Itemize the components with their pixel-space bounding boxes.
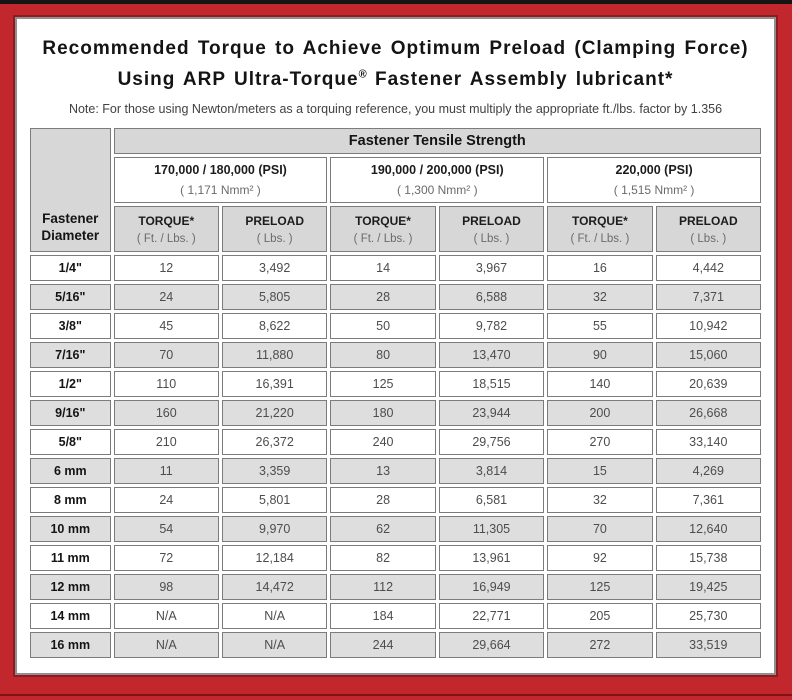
table-row — [30, 313, 761, 339]
diameter-cell: 5/8" — [30, 429, 111, 455]
preload-value-cell: N/A — [222, 632, 327, 658]
preload-column-header — [656, 206, 761, 252]
preload-value-cell: 6,588 — [439, 284, 544, 310]
diameter-cell: 8 mm — [30, 487, 111, 513]
torque-value-cell: N/A — [114, 632, 219, 658]
torque-preload-table — [27, 125, 764, 661]
column-header-row — [30, 206, 761, 252]
column-label: PRELOAD — [462, 213, 521, 228]
preload-value-cell: 4,269 — [656, 458, 761, 484]
column-unit: ( Lbs. ) — [256, 232, 293, 245]
psi-header-row — [30, 157, 761, 203]
torque-column-header — [114, 206, 219, 252]
preload-value-cell: 33,519 — [656, 632, 761, 658]
preload-value-cell: 13,470 — [439, 342, 544, 368]
torque-value-cell: 11 — [114, 458, 219, 484]
torque-value-cell: 110 — [114, 371, 219, 397]
diameter-cell: 1/4" — [30, 255, 111, 281]
top-black-bar — [0, 0, 792, 4]
column-unit: ( Lbs. ) — [473, 232, 510, 245]
torque-value-cell: 244 — [330, 632, 435, 658]
diameter-cell: 6 mm — [30, 458, 111, 484]
tensile-strength-header-row — [30, 128, 761, 154]
preload-value-cell: 4,442 — [656, 255, 761, 281]
torque-value-cell: 50 — [330, 313, 435, 339]
preload-value-cell: 18,515 — [439, 371, 544, 397]
preload-value-cell: 13,961 — [439, 545, 544, 571]
table-header-rows — [30, 128, 761, 252]
psi-rating: 190,000 / 200,000 (PSI) — [370, 163, 504, 178]
table-row — [30, 603, 761, 629]
diameter-cell: 3/8" — [30, 313, 111, 339]
column-label: TORQUE* — [571, 213, 628, 228]
preload-value-cell: 21,220 — [222, 400, 327, 426]
diameter-cell: 5/16" — [30, 284, 111, 310]
diameter-cell: 1/2" — [30, 371, 111, 397]
column-unit: ( Lbs. ) — [690, 232, 727, 245]
torque-column-header — [547, 206, 652, 252]
torque-value-cell: 240 — [330, 429, 435, 455]
preload-value-cell: 7,371 — [656, 284, 761, 310]
torque-value-cell: 272 — [547, 632, 652, 658]
torque-value-cell: 54 — [114, 516, 219, 542]
diameter-cell: 14 mm — [30, 603, 111, 629]
torque-value-cell: 14 — [330, 255, 435, 281]
preload-value-cell: 20,639 — [656, 371, 761, 397]
torque-value-cell: 82 — [330, 545, 435, 571]
preload-value-cell: 33,140 — [656, 429, 761, 455]
table-data-rows — [30, 255, 761, 658]
table-row — [30, 516, 761, 542]
psi-group-170-180 — [114, 157, 328, 203]
preload-value-cell: 22,771 — [439, 603, 544, 629]
column-label: TORQUE* — [138, 213, 195, 228]
psi-group-190-200 — [330, 157, 544, 203]
nmm-rating: ( 1,300 Nmm² ) — [396, 183, 478, 198]
column-unit: ( Ft. / Lbs. ) — [353, 232, 413, 245]
tensile-strength-header: Fastener Tensile Strength — [114, 128, 761, 154]
preload-value-cell: 12,184 — [222, 545, 327, 571]
torque-value-cell: 184 — [330, 603, 435, 629]
torque-value-cell: 200 — [547, 400, 652, 426]
torque-value-cell: 72 — [114, 545, 219, 571]
torque-value-cell: 70 — [547, 516, 652, 542]
preload-value-cell: 9,970 — [222, 516, 327, 542]
preload-value-cell: 15,738 — [656, 545, 761, 571]
torque-value-cell: 210 — [114, 429, 219, 455]
preload-value-cell: 15,060 — [656, 342, 761, 368]
preload-value-cell: 16,949 — [439, 574, 544, 600]
preload-value-cell: 6,581 — [439, 487, 544, 513]
torque-value-cell: 205 — [547, 603, 652, 629]
preload-value-cell: 29,756 — [439, 429, 544, 455]
preload-value-cell: 26,668 — [656, 400, 761, 426]
column-unit: ( Ft. / Lbs. ) — [136, 232, 196, 245]
torque-value-cell: 98 — [114, 574, 219, 600]
column-unit: ( Ft. / Lbs. ) — [570, 232, 630, 245]
conversion-note: Note: For those using Newton/meters as a torquing reference, you must multiply the appropriate ft./lbs. factor by 1.356 — [68, 102, 723, 117]
diameter-cell: 12 mm — [30, 574, 111, 600]
preload-value-cell: 29,664 — [439, 632, 544, 658]
torque-value-cell: 15 — [547, 458, 652, 484]
column-label: PRELOAD — [245, 213, 304, 228]
table-row — [30, 574, 761, 600]
psi-group-220 — [547, 157, 761, 203]
torque-value-cell: 45 — [114, 313, 219, 339]
table-row — [30, 429, 761, 455]
preload-value-cell: 19,425 — [656, 574, 761, 600]
preload-value-cell: 10,942 — [656, 313, 761, 339]
table-row — [30, 400, 761, 426]
table-row — [30, 458, 761, 484]
torque-value-cell: 125 — [330, 371, 435, 397]
registered-trademark-symbol: ® — [358, 69, 367, 81]
preload-value-cell: 23,944 — [439, 400, 544, 426]
torque-value-cell: 24 — [114, 284, 219, 310]
torque-value-cell: 12 — [114, 255, 219, 281]
bottom-dark-red-line — [0, 694, 792, 696]
preload-value-cell: 7,361 — [656, 487, 761, 513]
torque-value-cell: 70 — [114, 342, 219, 368]
preload-value-cell: 16,391 — [222, 371, 327, 397]
preload-value-cell: N/A — [222, 603, 327, 629]
title-line-1: Recommended Torque to Achieve Optimum Preload (Clamping Force) — [42, 38, 749, 59]
nmm-rating: ( 1,171 Nmm² ) — [180, 183, 261, 198]
preload-value-cell: 5,801 — [222, 487, 327, 513]
torque-value-cell: 270 — [547, 429, 652, 455]
torque-value-cell: 80 — [330, 342, 435, 368]
torque-value-cell: 90 — [547, 342, 652, 368]
torque-value-cell: 55 — [547, 313, 652, 339]
table-row — [30, 487, 761, 513]
diameter-cell: 7/16" — [30, 342, 111, 368]
preload-value-cell: 3,359 — [222, 458, 327, 484]
diameter-cell: 10 mm — [30, 516, 111, 542]
torque-value-cell: 24 — [114, 487, 219, 513]
preload-value-cell: 12,640 — [656, 516, 761, 542]
torque-value-cell: 32 — [547, 487, 652, 513]
torque-column-header — [330, 206, 435, 252]
preload-value-cell: 3,814 — [439, 458, 544, 484]
torque-value-cell: 125 — [547, 574, 652, 600]
nmm-rating: ( 1,515 Nmm² ) — [613, 183, 695, 198]
preload-value-cell: 25,730 — [656, 603, 761, 629]
torque-value-cell: 32 — [547, 284, 652, 310]
fastener-diameter-header: Fastener Diameter — [30, 128, 111, 252]
preload-column-header — [222, 206, 327, 252]
column-label: PRELOAD — [678, 213, 738, 228]
preload-value-cell: 3,967 — [439, 255, 544, 281]
title-line-2: Using ARP Ultra-Torque® Fastener Assembly lubricant* — [117, 69, 674, 91]
torque-value-cell: 112 — [330, 574, 435, 600]
psi-rating: 170,000 / 180,000 (PSI) — [154, 163, 287, 178]
diameter-cell: 9/16" — [30, 400, 111, 426]
preload-value-cell: 9,782 — [439, 313, 544, 339]
torque-value-cell: N/A — [114, 603, 219, 629]
table-row — [30, 371, 761, 397]
torque-value-cell: 13 — [330, 458, 435, 484]
preload-value-cell: 14,472 — [222, 574, 327, 600]
preload-value-cell: 8,622 — [222, 313, 327, 339]
torque-value-cell: 16 — [547, 255, 652, 281]
diameter-cell: 16 mm — [30, 632, 111, 658]
psi-rating: 220,000 (PSI) — [615, 163, 693, 178]
document-content — [15, 17, 776, 675]
table-row — [30, 632, 761, 658]
preload-value-cell: 11,880 — [222, 342, 327, 368]
torque-value-cell: 92 — [547, 545, 652, 571]
preload-column-header — [439, 206, 544, 252]
table-row — [30, 545, 761, 571]
preload-value-cell: 11,305 — [439, 516, 544, 542]
torque-value-cell: 160 — [114, 400, 219, 426]
preload-value-cell: 26,372 — [222, 429, 327, 455]
preload-value-cell: 3,492 — [222, 255, 327, 281]
torque-value-cell: 140 — [547, 371, 652, 397]
torque-value-cell: 180 — [330, 400, 435, 426]
preload-value-cell: 5,805 — [222, 284, 327, 310]
torque-value-cell: 62 — [330, 516, 435, 542]
table-row — [30, 284, 761, 310]
page-title — [27, 35, 764, 93]
table-row — [30, 255, 761, 281]
torque-value-cell: 28 — [330, 487, 435, 513]
column-label: TORQUE* — [355, 213, 411, 228]
table-row — [30, 342, 761, 368]
diameter-cell: 11 mm — [30, 545, 111, 571]
torque-value-cell: 28 — [330, 284, 435, 310]
